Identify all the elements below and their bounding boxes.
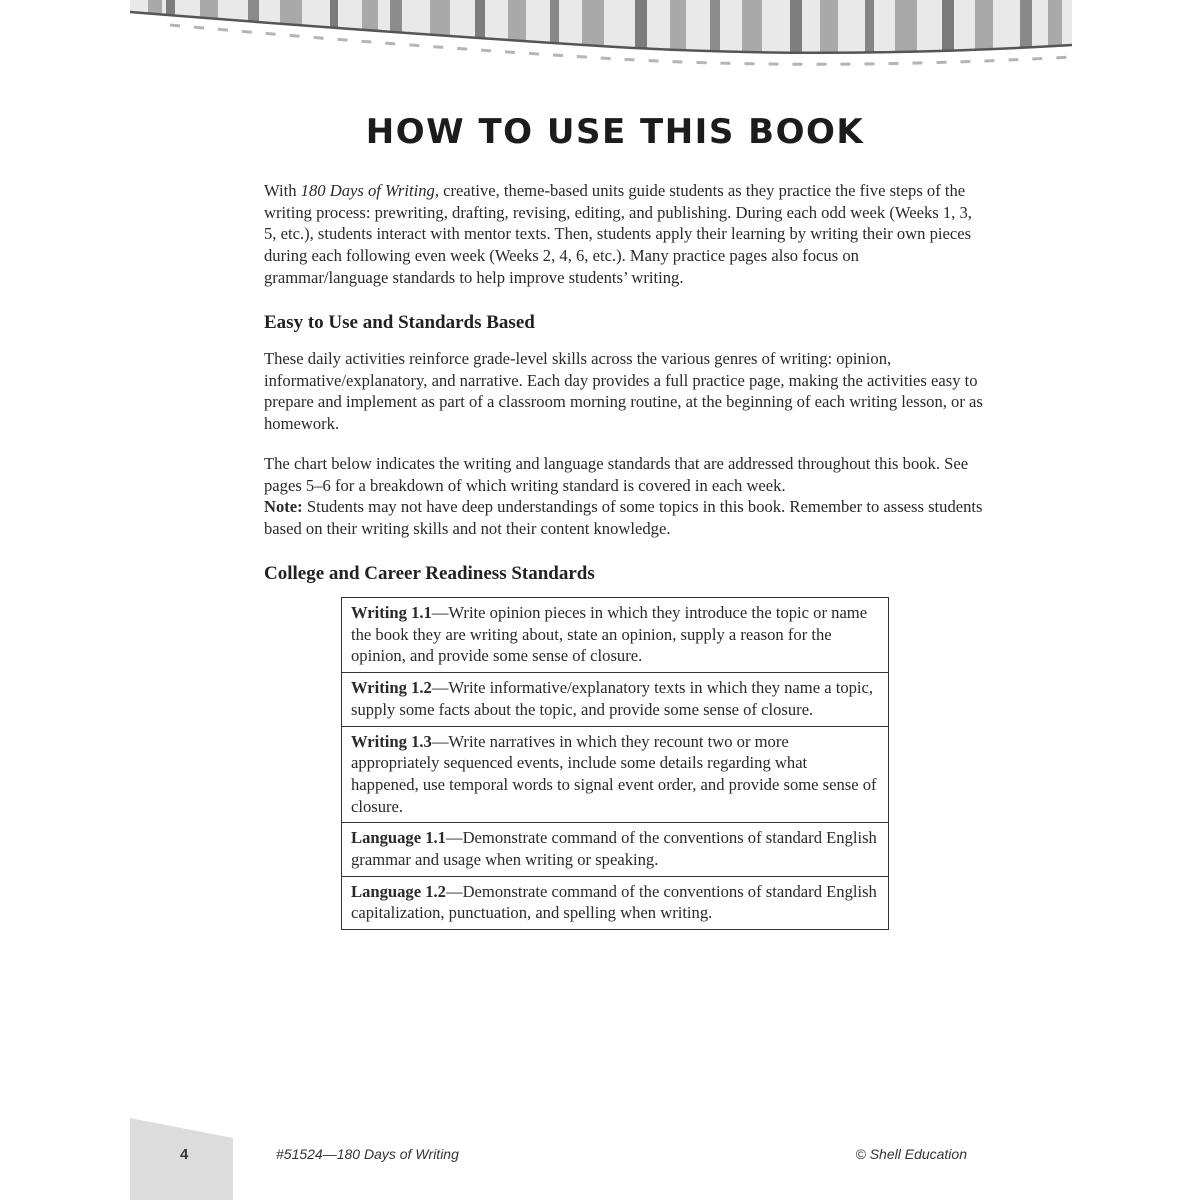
standard-cell	[342, 726, 889, 823]
standard-cell	[342, 673, 889, 726]
standard-text: —Write narratives in which they recount two or more appropriately sequenced events, include some details regarding what happened, use temporal words to signal event order, and provide some sense of closure.	[351, 731, 877, 816]
standard-cell	[342, 876, 889, 929]
standard-text: —Demonstrate command of the conventions of standard English capitalization, punctuation, and spelling when writing.	[351, 881, 877, 923]
standard-code: Writing 1.3	[351, 731, 432, 751]
table-row	[342, 598, 889, 673]
chart-description-text: The chart below indicates the writing and language standards that are addressed throughout this book. See pages 5–6 for a breakdown of which writing standard is covered in each week.	[264, 454, 969, 495]
standard-text: —Write opinion pieces in which they introduce the topic or name the book they are writing about, state an opinion, supply a reason for the opinion, and provide some sense of closure.	[351, 603, 868, 666]
standard-text: —Write informative/explanatory texts in which they name a topic, supply some facts about the topic, and provide some sense of closure.	[351, 678, 874, 719]
section-heading-easy-to-use: Easy to Use and Standards Based	[264, 312, 535, 333]
standard-code: Language 1.2	[351, 881, 446, 901]
standard-text: —Demonstrate command of the conventions of standard English grammar and usage when writing or speaking.	[351, 828, 877, 870]
note-label: Note:	[264, 497, 303, 517]
footer-publisher: © Shell Education	[855, 1146, 967, 1162]
intro-rest: , creative, theme-based units guide students as they practice the five steps of the writing process: prewriting, drafting, revising, editing, and publishing. During each odd week (Weeks 1, 3, 5, etc.), students interact with mentor texts. Then, students apply their learning by writing their own pieces during each following even week (Weeks 2, 4, 6, etc.). Many practice pages also focus on grammar/language standards to help improve students’ writing.	[264, 181, 972, 287]
standard-code: Language 1.1	[351, 828, 446, 848]
table-row	[342, 726, 889, 823]
intro-prefix: With	[264, 181, 301, 200]
table-row	[342, 876, 889, 929]
decorative-header-banner	[130, 0, 1072, 75]
table-row	[342, 673, 889, 726]
page-title: HOW TO USE THIS BOOK	[365, 112, 865, 152]
note-text: Students may not have deep understandings of some topics in this book. Remember to assess students based on their writing skills and not their content knowledge.	[264, 497, 983, 539]
standard-code: Writing 1.2	[351, 678, 432, 698]
standard-cell	[342, 823, 889, 876]
standard-code: Writing 1.1	[351, 603, 432, 622]
intro-paragraph	[264, 180, 984, 289]
chart-description-paragraph	[264, 453, 984, 540]
book-title-italic: 180 Days of Writing	[300, 181, 435, 200]
page-number: 4	[180, 1146, 189, 1163]
section-heading-standards: College and Career Readiness Standards	[264, 563, 595, 584]
footer-product: #51524—180 Days of Writing	[276, 1146, 459, 1162]
standard-cell	[342, 598, 889, 673]
activities-paragraph: These daily activities reinforce grade-level skills across the various genres of writing: opinion, informative/explanatory, and narrative. Each day provides a full practice page, making the activities easy to prepare and implement as part of a classroom morning routine, at the beginning of each writing lesson, or as homework.	[264, 349, 983, 434]
table-row	[342, 823, 889, 876]
standards-table	[341, 597, 889, 930]
